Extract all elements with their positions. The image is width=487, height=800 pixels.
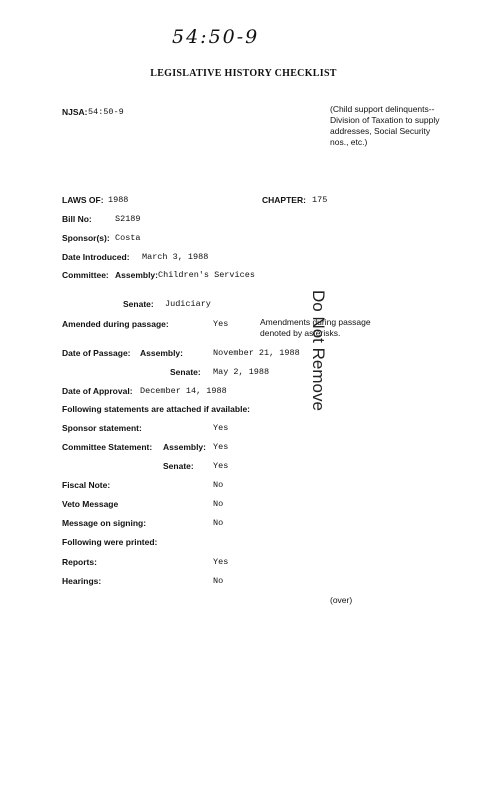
date-of-approval-label: Date of Approval: <box>62 386 133 396</box>
sponsors-label: Sponsor(s): <box>62 233 110 243</box>
committee-senate-label: Senate: <box>123 299 154 309</box>
statement-assembly-label: Assembly: <box>163 442 206 452</box>
fiscal-note-value: No <box>213 480 224 490</box>
statement-senate-label: Senate: <box>163 461 194 471</box>
following-attached-heading: Following statements are attached if available: <box>62 404 250 414</box>
reports-label: Reports: <box>62 557 97 567</box>
committee-assembly-value: Children's Services <box>158 270 255 280</box>
reports-value: Yes <box>213 557 229 567</box>
passage-assembly-label: Assembly: <box>140 348 183 358</box>
date-introduced-label: Date Introduced: <box>62 252 130 262</box>
laws-of-value: 1988 <box>108 195 129 205</box>
message-on-signing-value: No <box>213 518 224 528</box>
sponsors-value: Costa <box>115 233 141 243</box>
veto-message-value: No <box>213 499 224 509</box>
date-of-passage-label: Date of Passage: <box>62 348 131 358</box>
chapter-value: 175 <box>312 195 328 205</box>
njsa-label: NJSA: <box>62 107 88 117</box>
date-introduced-value: March 3, 1988 <box>142 252 209 262</box>
message-on-signing-label: Message on signing: <box>62 518 147 528</box>
statement-assembly-value: Yes <box>213 442 229 452</box>
handwritten-statute-number: 54:50-9 <box>172 26 260 48</box>
fiscal-note-label: Fiscal Note: <box>62 480 111 490</box>
amendments-note: Amendments during passage denoted by asterisks. <box>260 317 371 338</box>
over-note: (over) <box>330 595 353 605</box>
sponsor-statement-value: Yes <box>213 423 229 433</box>
amended-label: Amended during passage: <box>62 319 169 329</box>
committee-assembly-label: Assembly: <box>115 270 158 280</box>
veto-message-label: Veto Message <box>62 499 119 509</box>
hearings-value: No <box>213 576 224 586</box>
do-not-remove-stamp: Do Not Remove <box>309 290 328 411</box>
laws-of-label: LAWS OF: <box>62 195 104 205</box>
page-title: LEGISLATIVE HISTORY CHECKLIST <box>150 68 337 79</box>
amended-value: Yes <box>213 319 229 329</box>
njsa-value: 54:50-9 <box>88 107 124 117</box>
date-of-approval-value: December 14, 1988 <box>140 386 227 396</box>
passage-senate-label: Senate: <box>170 367 201 377</box>
following-printed-heading: Following were printed: <box>62 537 158 547</box>
committee-statement-label: Committee Statement: <box>62 442 153 452</box>
committee-label: Committee: <box>62 270 109 280</box>
bill-no-value: S2189 <box>115 214 141 224</box>
bill-no-label: Bill No: <box>62 214 92 224</box>
statement-senate-value: Yes <box>213 461 229 471</box>
passage-senate-value: May 2, 1988 <box>213 367 270 377</box>
chapter-label: CHAPTER: <box>262 195 306 205</box>
passage-assembly-value: November 21, 1988 <box>213 348 300 358</box>
hearings-label: Hearings: <box>62 576 102 586</box>
bill-description: (Child support delinquents--Division of Taxation to supply addresses, Social Security nos., etc.) <box>330 104 440 147</box>
sponsor-statement-label: Sponsor statement: <box>62 423 142 433</box>
committee-senate-value: Judiciary <box>165 299 211 309</box>
